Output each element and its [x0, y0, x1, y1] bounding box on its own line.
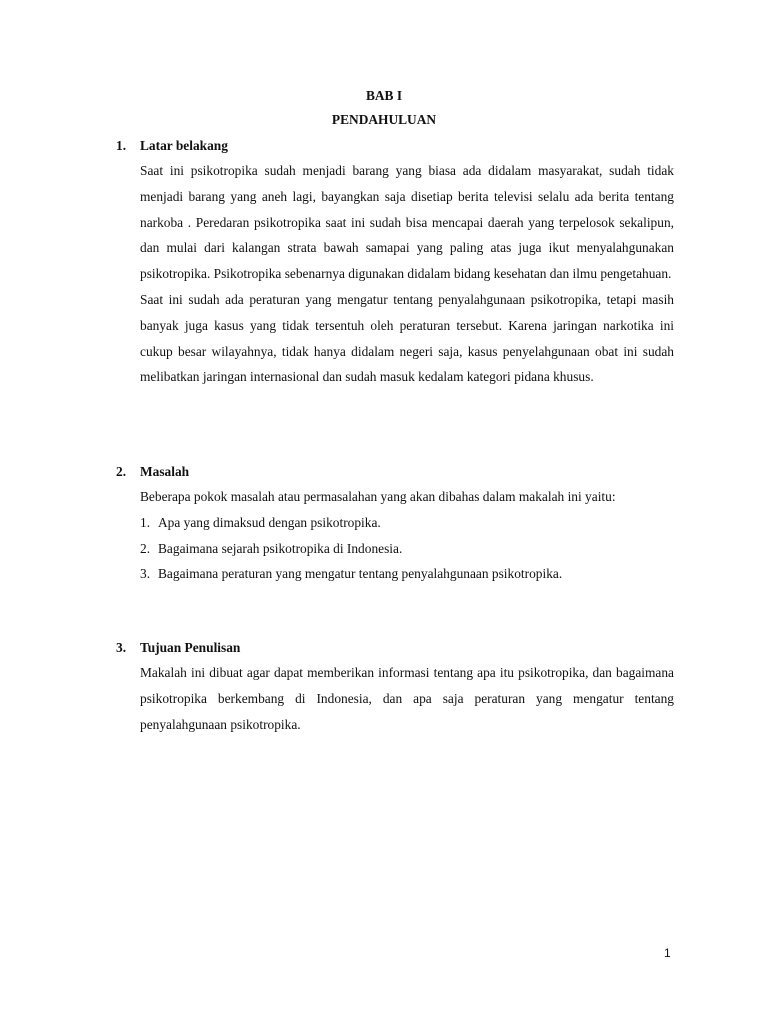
- list-item: [140, 536, 674, 562]
- list-item-text: Apa yang dimaksud dengan psikotropika.: [158, 514, 381, 530]
- list-item-text: Bagaimana sejarah psikotropika di Indonesia.: [158, 540, 403, 556]
- paragraph: Beberapa pokok masalah atau permasalahan yang akan dibahas dalam makalah ini yaitu:: [140, 489, 616, 504]
- section-heading: [116, 464, 674, 480]
- list-item: [140, 510, 674, 536]
- paragraph: Saat ini psikotropika sudah menjadi barang yang biasa ada didalam masyarakat, sudah tidak menjadi barang yang aneh lagi, bayangkan saja disetiap berita televisi selalu ada berita tentang narkoba . Peredaran psikotropika saat ini sudah bisa mencapai daerah yang terpelosok sekalipun, dan mulai dari kalangan strata bawah samapai yang paling atas juga ikut menyalahgunakan psikotropika. Psikotropika sebenarnya digunakan didalam bidang kesehatan dan ilmu pengetahuan.: [140, 163, 674, 282]
- list-item: [140, 561, 674, 587]
- section-masalah: [116, 464, 674, 587]
- section-body: [140, 158, 674, 390]
- section-title: Masalah: [140, 464, 190, 479]
- page-title: PENDAHULUAN: [331, 112, 437, 127]
- page-number: 1: [664, 946, 671, 960]
- section-heading: [116, 640, 674, 656]
- list-item-number: 3.: [140, 566, 151, 582]
- paragraph: Saat ini sudah ada peraturan yang mengatur tentang penyalahgunaan psikotropika, tetapi masih banyak juga kasus yang tidak tersentuh oleh peraturan tersebut. Karena jaringan narkotika ini cukup besar wilayahnya, tidak hanya didalam negeri saja, kasus penyelahgunaan obat ini sudah melibatkan jaringan internasional dan sudah masuk kedalam kategori pidana khusus.: [140, 291, 674, 385]
- problem-list: [140, 510, 674, 587]
- section-number: 2.: [116, 464, 127, 479]
- section-latar-belakang: [116, 138, 674, 390]
- section-number: 3.: [116, 640, 127, 655]
- list-item-number: 1.: [140, 514, 151, 530]
- section-title: Latar belakang: [140, 138, 228, 153]
- list-item-number: 2.: [140, 540, 151, 556]
- section-tujuan-penulisan: [116, 640, 674, 737]
- section-number: 1.: [116, 138, 127, 153]
- paragraph: Makalah ini dibuat agar dapat memberikan informasi tentang apa itu psikotropika, dan bagaimana psikotropika berkembang di Indonesia, dan apa saja peraturan yang mengatur tentang penyalahgunaan psikotropika.: [140, 665, 674, 732]
- section-body: [140, 660, 674, 737]
- section-title: Tujuan Penulisan: [140, 640, 241, 655]
- section-heading: [116, 138, 674, 154]
- section-body: [140, 484, 674, 587]
- list-item-text: Bagaimana peraturan yang mengatur tentang penyalahgunaan psikotropika.: [158, 566, 563, 582]
- chapter-label: BAB I: [365, 88, 403, 103]
